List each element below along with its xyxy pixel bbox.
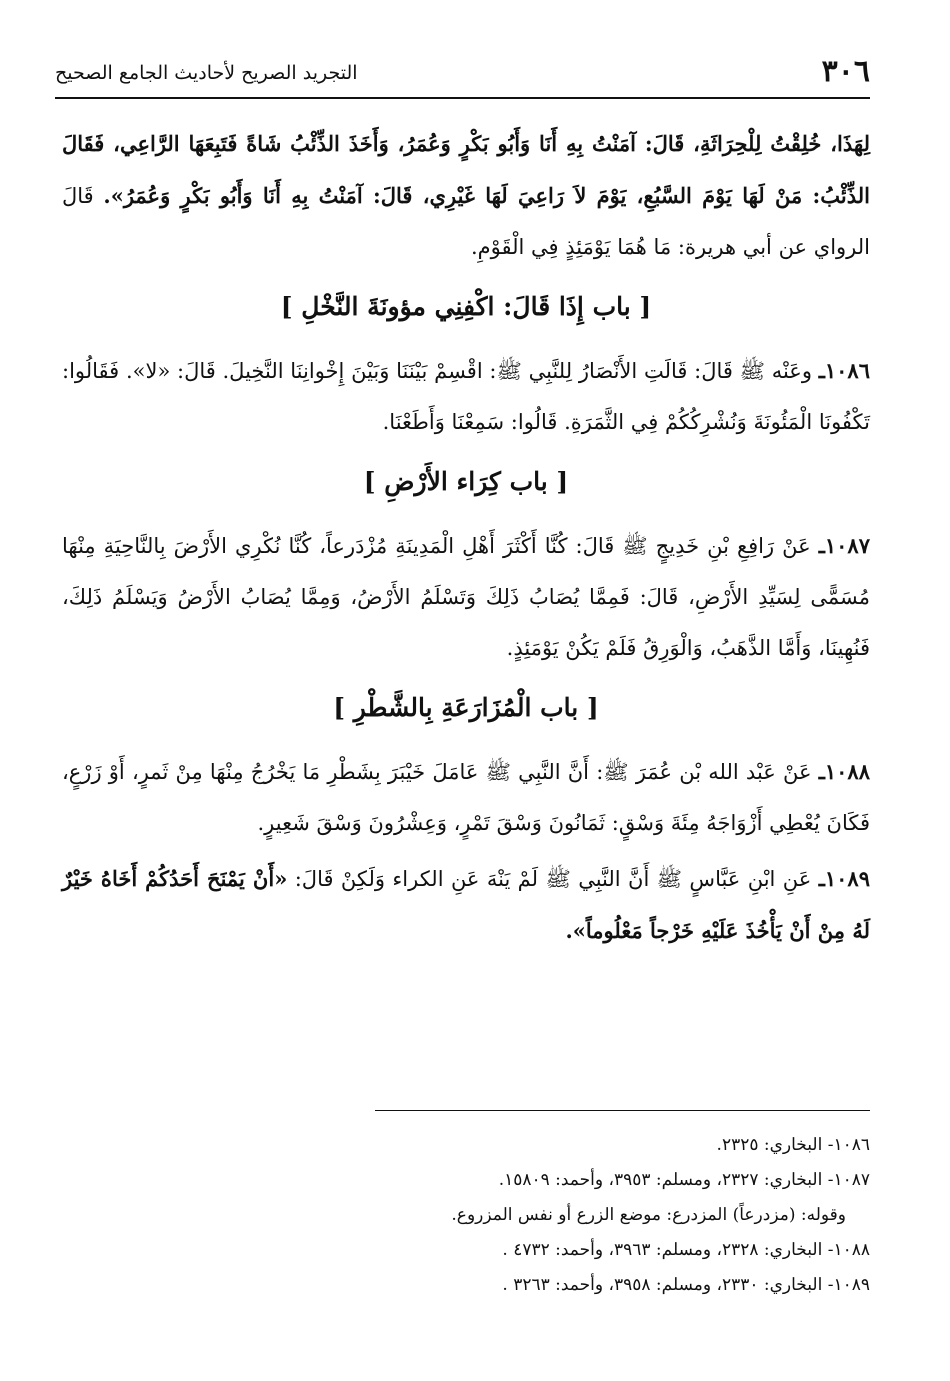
chapter-heading-3: [ باب الْمُزَارَعَةِ بِالشَّطْرِ ] <box>333 693 599 722</box>
chapter-heading-2: [ باب كِرَاء الأَرْضِ ] <box>363 467 569 496</box>
narrator-note: قَالَ الرواي عن أبي هريرة: مَا هُمَا يَوْمَئِذٍ فِي الْقَوْمِ. <box>62 184 870 259</box>
hadith-text-1089: عَنِ ابْنِ عَبَّاسٍ ﷺ أَنَّ النَّبِي ﷺ لَمْ يَنْهَ عَنِ الكراء وَلَكِنْ قَالَ: <box>294 867 812 891</box>
hadith-number-1088: ١٠٨٨ـ <box>818 759 870 784</box>
main-text <box>62 118 870 961</box>
hadith-1089 <box>62 853 870 957</box>
footnotes <box>200 1128 870 1303</box>
page-header <box>55 50 870 96</box>
continued-hadith-paragraph <box>62 118 870 273</box>
footnote-1089: ١٠٨٩- البخاري: ٢٣٣٠، ومسلم: ٣٩٥٨، وأحمد: ٣٢٦٣ . <box>502 1275 870 1295</box>
hadith-number-1087: ١٠٨٧ـ <box>818 533 870 558</box>
page-number: ٣٠٦ <box>821 54 870 89</box>
hadith-1086 <box>62 345 870 448</box>
hadith-number-1086: ١٠٨٦ـ <box>818 358 870 383</box>
header-divider <box>55 97 870 99</box>
footnote-divider <box>375 1110 870 1111</box>
footnote-1088: ١٠٨٨- البخاري: ٢٣٢٨، ومسلم: ٣٩٦٣، وأحمد: ٤٧٣٢ . <box>502 1240 870 1260</box>
hadith-1088 <box>62 746 870 849</box>
hadith-1087 <box>62 520 870 674</box>
footnote-1087: ١٠٨٧- البخاري: ٢٣٢٧، ومسلم: ٣٩٥٣، وأحمد: ١٥٨٠٩. <box>498 1170 870 1190</box>
hadith-text-1086: وعَنْه ﷺ قَالَ: قَالَتِ الأَنْصَارُ لِلنَّبِي ﷺ: اقْسِمْ بَيْنَنَا وَبَيْنَ إِخْوانِنَا النَّخِيلَ. قَالَ: «لا». فَقَالُوا: تَكْفُونَا الْمَئُونَةَ وَنُشْرِكُكُمْ فِي الثَّمَرَةِ. قَالُوا: سَمِعْنَا وَأَطَعْنَا. <box>62 359 870 434</box>
chapter-heading-1: [ باب إِذَا قَالَ: اكْفِنِي مؤونَةَ النَّخْلِ ] <box>280 292 652 321</box>
running-title: التجريد الصريح لأحاديث الجامع الصحيح <box>55 62 358 84</box>
hadith-text-1087: عَنْ رَافِعِ بْنِ خَدِيجٍ ﷺ قَالَ: كُنَّا أَكْثَرَ أَهْلِ الْمَدِينَةِ مُزْدَرعاً، كُنَّا نُكْرِي الأَرْضَ بِالنَّاحِيَةِ مِنْهَا مُسَمًّى لِسَيِّدِ الأَرْضِ، قَالَ: فَمِمَّا يُصَابُ ذَلِكَ وَتَسْلَمُ الأَرْضُ، وَمِمَّا يُصَابُ الأَرْضُ وَيَسْلَمُ ذَلِكَ، فَنُهِينَا، وَأَمَّا الذَّهَبُ، وَالْوَرِقُ فَلَمْ يَكُنْ يَوْمَئِذٍ. <box>62 534 870 660</box>
hadith-number-1089: ١٠٨٩ـ <box>818 866 870 891</box>
footnote-1086: ١٠٨٦- البخاري: ٢٣٢٥. <box>716 1135 870 1155</box>
footnote-note-muzdaraa: وقوله: (مزدرعاً) المزدرع: موضع الزرع أو نفس المزروع. <box>451 1205 846 1225</box>
hadith-text-1088: عَنْ عَبْد الله بْن عُمَرَ ﷺ: أَنَّ النَّبِي ﷺ عَامَلَ خَيْبَرَ بِشَطْرِ مَا يَخْرُجُ مِنْهَا مِنْ ثَمرٍ، أَوْ زَرْعٍ، فَكَانَ يُعْطِي أَزْوَاجَهُ مِئَةَ وَسْقٍ: ثَمَانُونَ وَسْقَ تَمْرٍ، وَعِشْرُونَ وَسْقَ شَعِيرٍ. <box>62 760 870 835</box>
continued-hadith-text: لِهَذَا، خُلِقْتُ لِلْحِرَاثَةِ، قَالَ: آمَنْتُ بِهِ أَنَا وَأَبُو بَكْرٍ وَعُمَرُ، وَأَخَذَ الذِّئْبُ شَاةً فَتَبِعَهَا الرَّاعِي، فَقَالَ الذِّئْبُ: مَنْ لَهَا يَوْمَ السَّبُعِ، يَوْمَ لاَ رَاعِيَ لَهَا غَيْرِي، قَالَ: آمَنْتُ بِهِ أَنَا وَأَبُو بَكْرٍ وَعُمَرُ». <box>62 131 870 208</box>
hadith-quote-1089: «أَنْ يَمْنَحَ أَحَدُكُمْ أَخَاهُ خَيْرٌ لَهُ مِنْ أَنْ يَأْخُذَ عَلَيْهِ خَرْجاً مَعْلُوماً». <box>62 866 870 943</box>
